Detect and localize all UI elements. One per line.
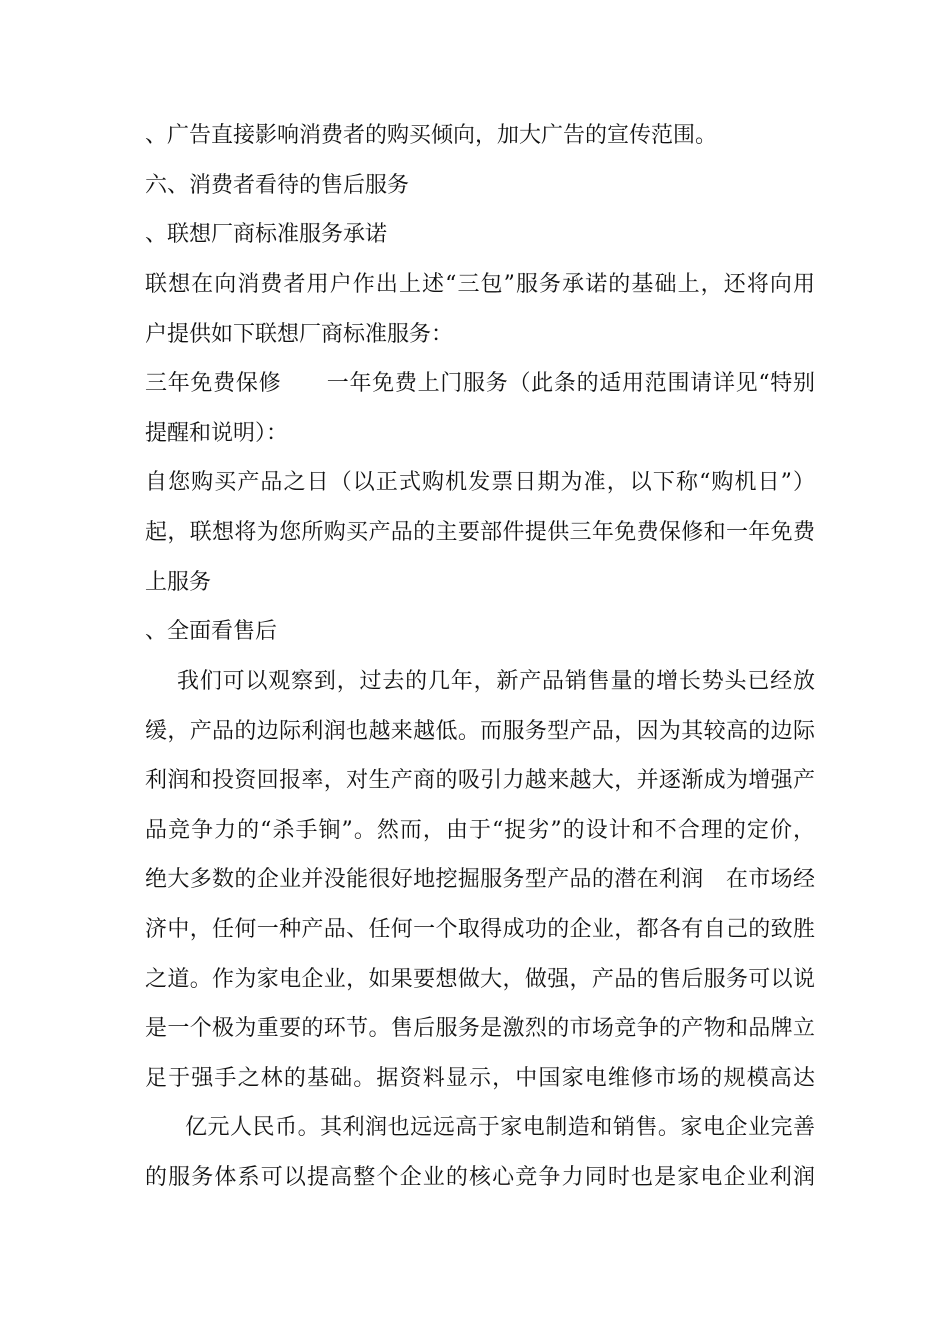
text-line: 上服务 xyxy=(145,570,212,595)
text-line-advertising: 、广告直接影响消费者的购买倾向，加大广告的宣传范围。 xyxy=(145,123,718,148)
subheading-overall-after-sales: 、全面看售后 xyxy=(145,619,278,644)
text-line: 联想在向消费者用户作出上述“三包”服务承诺的基础上，还将向用 xyxy=(145,272,815,297)
text-line: 缓，产品的边际利润也越来越低。而服务型产品，因为其较高的边际 xyxy=(145,719,815,744)
subheading-lenovo-standard-service: 、联想厂商标准服务承诺 xyxy=(145,222,388,247)
section-heading-after-sales: 六、消费者看待的售后服务 xyxy=(145,173,410,198)
text-line: 品竞争力的“杀手锏”。然而，由于“捉劣”的设计和不合理的定价， xyxy=(145,818,815,843)
text-line: 之道。作为家电企业，如果要想做大，做强，产品的售后服务可以说 xyxy=(145,967,815,992)
text-line: 足于强手之林的基础。据资料显示，中国家电维修市场的规模高达 xyxy=(145,1066,815,1091)
text-line: 的服务体系可以提高整个企业的核心竞争力同时也是家电企业利润 xyxy=(145,1165,815,1190)
text-line: 亿元人民币。其利润也远远高于家电制造和销售。家电企业完善 xyxy=(185,1115,815,1140)
text-line: 起，联想将为您所购买产品的主要部件提供三年免费保修和一年免费 xyxy=(145,520,815,545)
text-line: 是一个极为重要的环节。售后服务是激烈的市场竞争的产物和品牌立 xyxy=(145,1016,815,1041)
text-line: 提醒和说明）： xyxy=(145,421,289,446)
text-line: 绝大多数的企业并没能很好地挖掘服务型产品的潜在利润 在市场经 xyxy=(145,867,815,892)
text-line: 自您购买产品之日（以正式购机发票日期为准，以下称“购机日”） xyxy=(145,470,815,495)
text-line: 三年免费保修 一年免费上门服务（此条的适用范围请详见“特别 xyxy=(145,371,815,396)
text-line: 利润和投资回报率，对生产商的吸引力越来越大，并逐渐成为增强产 xyxy=(145,768,815,793)
text-line: 户提供如下联想厂商标准服务： xyxy=(145,322,454,347)
text-line: 济中，任何一种产品、任何一个取得成功的企业，都各有自己的致胜 xyxy=(145,917,815,942)
paragraph-first-line: 我们可以观察到，过去的几年，新产品销售量的增长势头已经放 xyxy=(177,669,815,694)
